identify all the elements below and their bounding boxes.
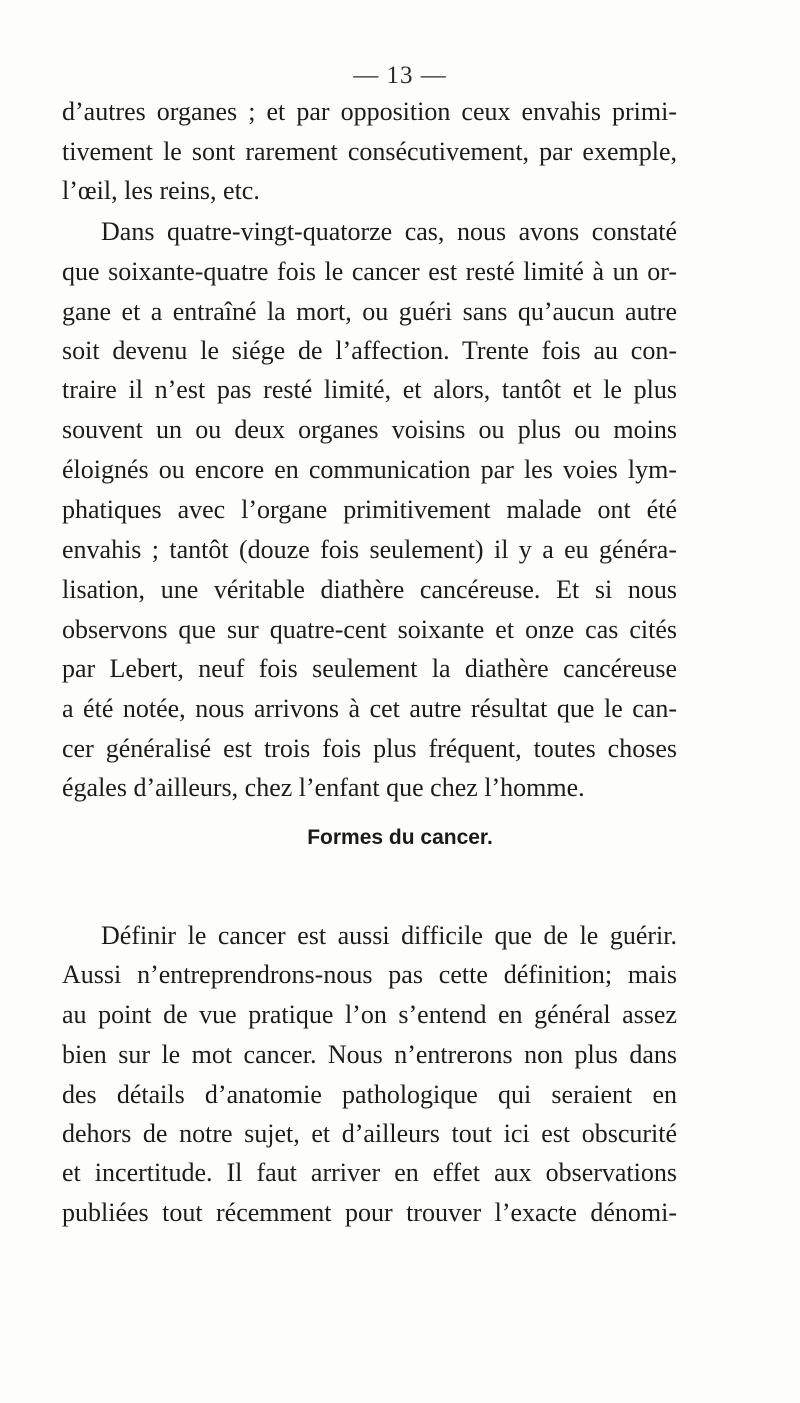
- text-line: soit devenu le siége de l’affection. Trente fois au con-: [62, 336, 677, 365]
- text-line: observons que sur quatre-cent soixante et onze cas cités: [62, 615, 677, 644]
- text-line: l’œil, les reins, etc.: [62, 176, 260, 205]
- text-line: et incertitude. Il faut arriver en effet aux observations: [62, 1158, 677, 1187]
- section-heading: Formes du cancer.: [307, 826, 493, 849]
- text-line: au point de vue pratique l’on s’entend en général assez: [62, 1000, 677, 1029]
- text-line: Définir le cancer est aussi difficile que de le guérir.: [101, 921, 677, 950]
- text-line: a été notée, nous arrivons à cet autre résultat que le can-: [62, 694, 677, 723]
- text-line: que soixante-quatre fois le cancer est resté limité à un or-: [62, 257, 677, 286]
- page-number: — 13 —: [353, 62, 447, 89]
- text-line: envahis ; tantôt (douze fois seulement) il y a eu généra-: [62, 535, 677, 564]
- text-line: cer généralisé est trois fois plus fréquent, toutes choses: [62, 734, 677, 763]
- text-line: égales d’ailleurs, chez l’enfant que chez l’homme.: [62, 773, 585, 802]
- text-line: des détails d’anatomie pathologique qui seraient en: [62, 1080, 677, 1109]
- text-line: Aussi n’entreprendrons-nous pas cette définition; mais: [62, 960, 677, 989]
- text-line: lisation, une véritable diathère cancéreuse. Et si nous: [62, 575, 677, 604]
- text-line: souvent un ou deux organes voisins ou plus ou moins: [62, 415, 677, 444]
- text-line: éloignés ou encore en communication par les voies lym-: [62, 455, 677, 484]
- text-line: par Lebert, neuf fois seulement la diathère cancéreuse: [62, 654, 677, 683]
- text-line: d’autres organes ; et par opposition ceux envahis primi-: [62, 97, 677, 126]
- text-line: gane et a entraîné la mort, ou guéri sans qu’aucun autre: [62, 297, 677, 326]
- text-line: Dans quatre-vingt-quatorze cas, nous avons constaté: [101, 217, 677, 246]
- text-line: bien sur le mot cancer. Nous n’entrerons non plus dans: [62, 1040, 677, 1069]
- text-line: tivement le sont rarement consécutivement, par exemple,: [62, 137, 677, 166]
- text-line: phatiques avec l’organe primitivement malade ont été: [62, 495, 677, 524]
- text-line: traire il n’est pas resté limité, et alors, tantôt et le plus: [62, 375, 677, 404]
- text-line: dehors de notre sujet, et d’ailleurs tout ici est obscurité: [62, 1119, 677, 1148]
- text-line: publiées tout récemment pour trouver l’exacte dénomi-: [62, 1198, 677, 1227]
